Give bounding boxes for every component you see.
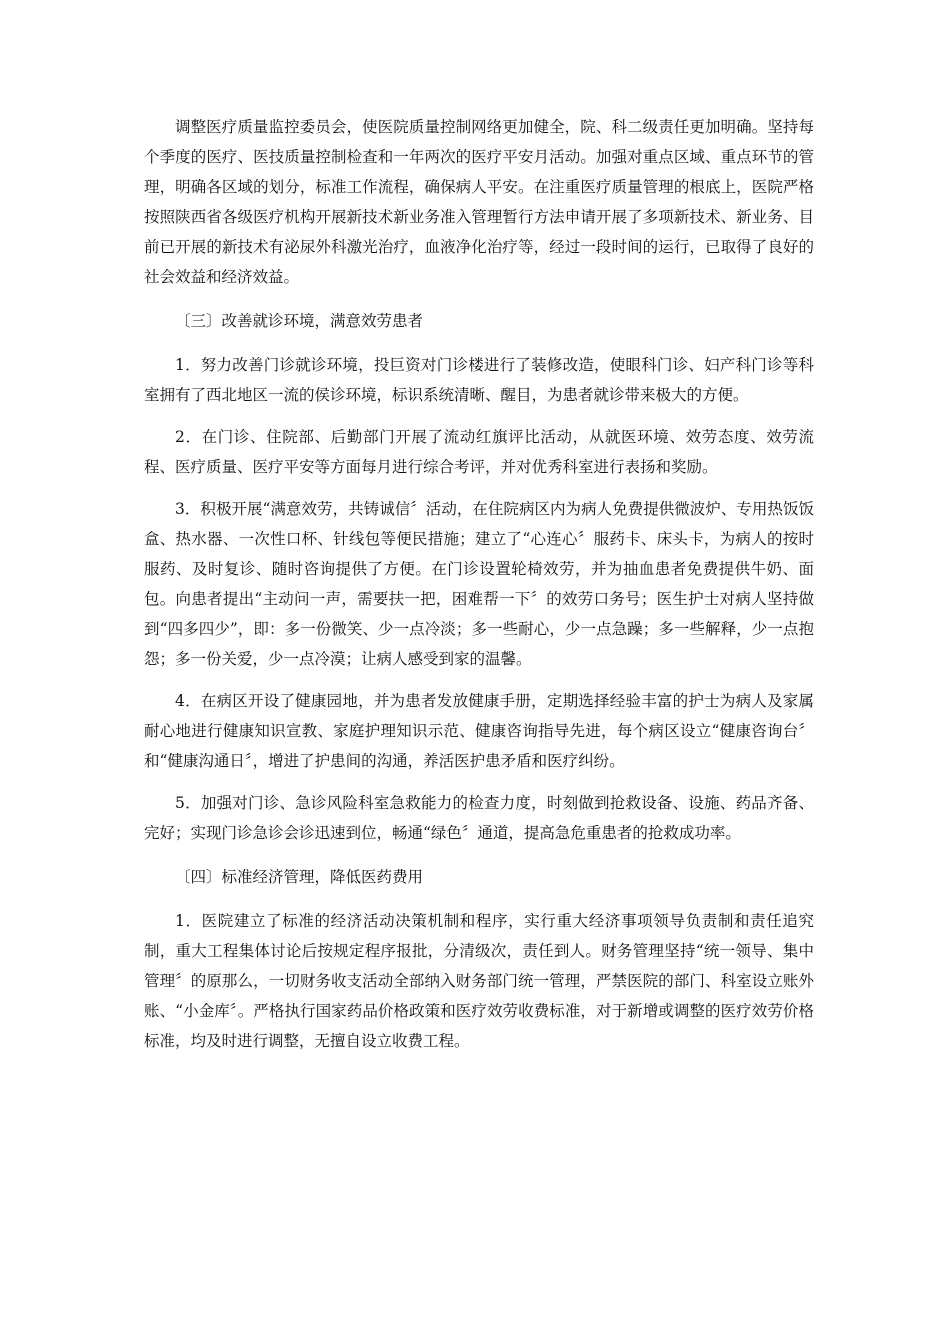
paragraph-3-5: 5．加强对门诊、急诊风险科室急救能力的检查力度，时刻做到抢救设备、设施、药品齐备、完好；实现门诊急诊会诊迅速到位，畅通“绿色〞通道，提高急危重患者的抢救成功率。 <box>144 794 814 842</box>
paragraph-3-1: 1．努力改善门诊就诊环境，投巨资对门诊楼进行了装修改造，使眼科门诊、妇产科门诊等科室拥有了西北地区一流的侯诊环境，标识系统清晰、醒目，为患者就诊带来极大的方便。 <box>144 356 814 404</box>
paragraph-4-1: 1．医院建立了标准的经济活动决策机制和程序，实行重大经济事项领导负责制和责任追究制，重大工程集体讨论后按规定程序报批，分清级次，责任到人。财务管理坚持“统一领导、集中管理〞的原那么，一切财务收支活动全部纳入财务部门统一管理，严禁医院的部门、科室设立账外账、“小金库〞。严格执行国家药品价格政策和医疗效劳收费标准，对于新增或调整的医疗效劳价格标准，均及时进行调整，无擅自设立收费工程。 <box>144 912 814 1050</box>
section-heading-4: 〔四〕标准经济管理，降低医药费用 <box>175 868 424 886</box>
paragraph-3-2: 2．在门诊、住院部、后勤部门开展了流动红旗评比活动，从就医环境、效劳态度、效劳流程、医疗质量、医疗平安等方面每月进行综合考评，并对优秀科室进行表扬和奖励。 <box>144 428 814 476</box>
document-body <box>144 112 814 1056</box>
paragraph-3-4: 4．在病区开设了健康园地，并为患者发放健康手册，定期选择经验丰富的护士为病人及家属耐心地进行健康知识宣教、家庭护理知识示范、健康咨询指导先进，每个病区设立“健康咨询台〞和“健康沟通日〞，增进了护患间的沟通，养活医护患矛盾和医疗纠纷。 <box>144 692 814 770</box>
paragraph-3-3: 3．积极开展“满意效劳，共铸诚信〞活动，在住院病区内为病人免费提供微波炉、专用热饭饭盒、热水器、一次性口杯、针线包等便民措施；建立了“心连心〞服药卡、床头卡，为病人的按时服药、及时复诊、随时咨询提供了方便。在门诊设置轮椅效劳，并为抽血患者免费提供牛奶、面包。向患者提出“主动问一声，需要扶一把，困难帮一下〞的效劳口务号；医生护士对病人坚持做到“四多四少”，即：多一份微笑、少一点冷淡；多一些耐心，少一点急躁；多一些解释，少一点抱怨；多一份关爱，少一点冷漠；让病人感受到家的温馨。 <box>144 500 814 668</box>
section-heading-3: 〔三〕改善就诊环境，满意效劳患者 <box>175 312 424 330</box>
paragraph-quality-control: 调整医疗质量监控委员会，使医院质量控制网络更加健全，院、科二级责任更加明确。坚持每个季度的医疗、医技质量控制检查和一年两次的医疗平安月活动。加强对重点区域、重点环节的管理，明确各区域的划分，标准工作流程，确保病人平安。在注重医疗质量管理的根底上，医院严格按照陕西省各级医疗机构开展新技术新业务准入管理暂行方法申请开展了多项新技术、新业务、目前已开展的新技术有泌尿外科激光治疗，血液净化治疗等，经过一段时间的运行，已取得了良好的社会效益和经济效益。 <box>144 118 814 286</box>
